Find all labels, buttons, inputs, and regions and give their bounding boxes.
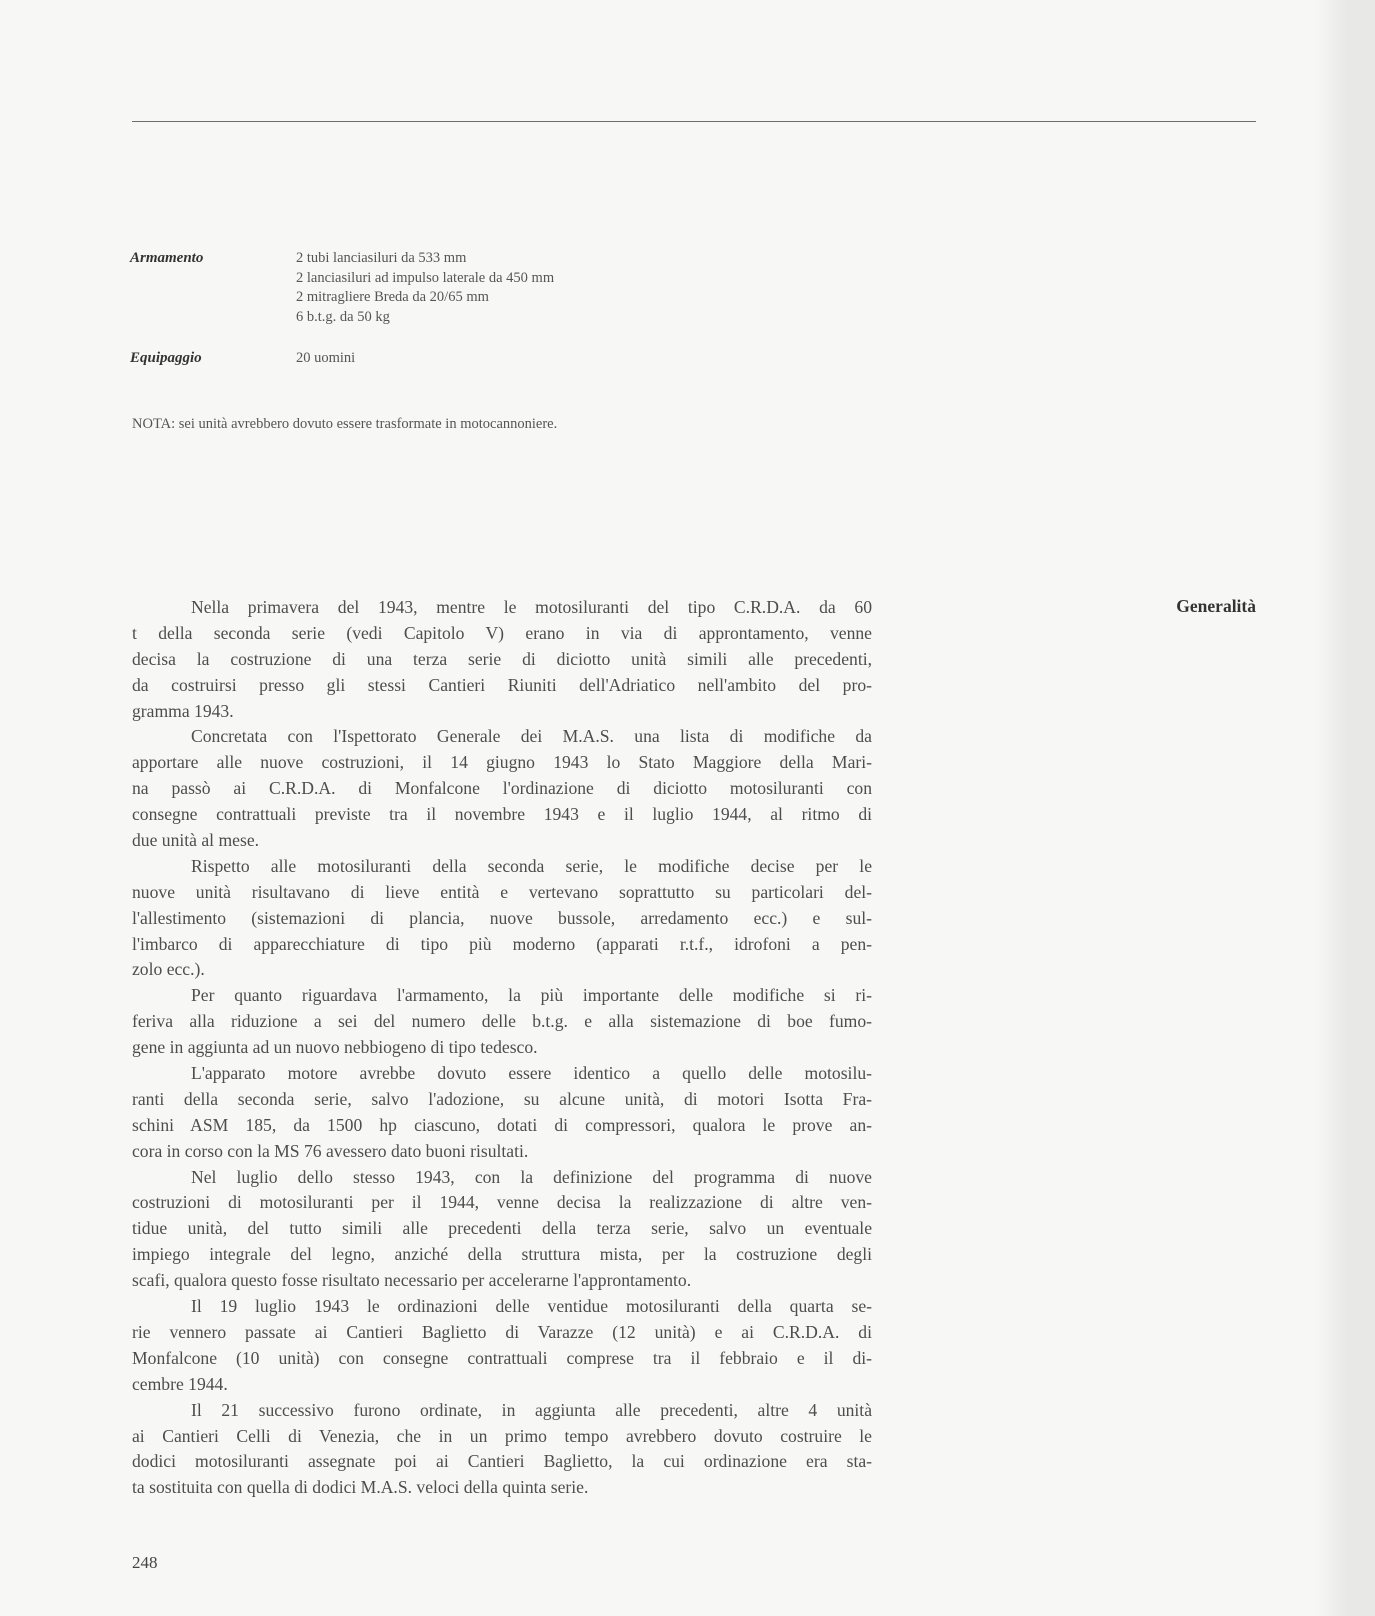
body-line: impiego integrale del legno, anziché della struttura mista, per la costruzione degli — [132, 1244, 872, 1265]
spec-line: 2 tubi lanciasiluri da 533 mm — [296, 250, 467, 266]
body-line: feriva alla riduzione a sei del numero delle b.t.g. e alla sistemazione di boe fumo- — [132, 1011, 872, 1032]
body-line: Il 21 successivo furono ordinate, in aggiunta alle precedenti, altre 4 unità — [191, 1399, 872, 1420]
body-line: consegne contrattuali previste tra il novembre 1943 e il luglio 1944, al ritmo di — [132, 804, 872, 825]
body-line: Rispetto alle motosiluranti della seconda serie, le modifiche decise per le — [191, 855, 872, 876]
body-line: l'imbarco di apparecchiature di tipo più moderno (apparati r.t.f., idrofoni a pen- — [132, 933, 872, 954]
page-number: 248 — [132, 1553, 158, 1572]
spec-line: 6 b.t.g. da 50 kg — [296, 308, 390, 325]
spec-label-armamento: Armamento — [130, 250, 204, 266]
body-line: Nella primavera del 1943, mentre le motosiluranti del tipo C.R.D.A. da 60 — [191, 597, 872, 617]
body-line: decisa la costruzione di una terza serie di diciotto unità simili alle precedenti, — [132, 648, 872, 669]
body-line: ranti della seconda serie, salvo l'adozione, su alcune unità, di motori Isotta Fra- — [132, 1088, 872, 1109]
spec-line: 2 lanciasiluri ad impulso laterale da 450 mm — [296, 269, 555, 286]
body-line: Per quanto riguardava l'armamento, la più importante delle modifiche si ri- — [191, 985, 872, 1006]
body-line: schini ASM 185, da 1500 hp ciascuno, dotati di compressori, qualora le prove an- — [132, 1114, 872, 1135]
body-line: t della seconda serie (vedi Capitolo V) erano in via di approntamento, venne — [132, 622, 872, 643]
body-line: Il 19 luglio 1943 le ordinazioni delle ventidue motosiluranti della quarta se- — [191, 1296, 872, 1317]
body-line: Monfalcone (10 unità) con consegne contrattuali comprese tra il febbraio e il di- — [132, 1347, 872, 1368]
note: NOTA: sei unità avrebbero dovuto essere trasformate in motocannoniere. — [132, 416, 558, 432]
body-line: rie vennero passate ai Cantieri Baglietto di Varazze (12 unità) e ai C.R.D.A. di — [132, 1321, 872, 1342]
body-line: da costruirsi presso gli stessi Cantieri Riuniti dell'Adriatico nell'ambito del pro- — [132, 674, 872, 695]
body-line: dodici motosiluranti assegnate poi ai Cantieri Baglietto, la cui ordinazione era sta- — [132, 1451, 872, 1472]
spec-label-equipaggio: Equipaggio — [130, 350, 202, 366]
body-line: cora in corso con la MS 76 avessero dato buoni risultati. — [132, 1140, 529, 1161]
body-line: gene in aggiunta ad un nuovo nebbiogeno di tipo tedesco. — [132, 1037, 538, 1058]
section-heading: Generalità — [1176, 596, 1256, 616]
body-line: tidue unità, del tutto simili alle precedenti della terza serie, salvo un eventuale — [132, 1218, 872, 1239]
body-line: l'allestimento (sistemazioni di plancia, nuove bussole, arredamento ecc.) e sul- — [132, 907, 872, 928]
body-line: ai Cantieri Celli di Venezia, che in un primo tempo avrebbero dovuto costruire le — [132, 1425, 872, 1446]
body-line: ta sostituita con quella di dodici M.A.S. veloci della quinta serie. — [132, 1477, 589, 1498]
body-text — [132, 595, 872, 1501]
spec-equipaggio-value — [296, 349, 355, 369]
body-line: due unità al mese. — [132, 830, 260, 851]
spec-line: 20 uomini — [296, 350, 356, 366]
body-line: nuove unità risultavano di lieve entità e vertevano soprattutto su particolari del- — [132, 881, 872, 902]
body-line: zolo ecc.). — [132, 959, 205, 980]
top-rule — [132, 121, 1256, 122]
body-line: scafi, qualora questo fosse risultato necessario per accelerarne l'approntamento. — [132, 1270, 692, 1291]
body-line: L'apparato motore avrebbe dovuto essere identico a quello delle motosilu- — [191, 1063, 872, 1084]
body-line: costruzioni di motosiluranti per il 1944, venne decisa la realizzazione di altre ven- — [132, 1192, 872, 1213]
body-line: apportare alle nuove costruzioni, il 14 giugno 1943 lo Stato Maggiore della Mari- — [132, 752, 872, 773]
body-line: Nel luglio dello stesso 1943, con la definizione del programma di nuove — [191, 1166, 872, 1187]
body-line: gramma 1943. — [132, 700, 234, 721]
body-line: Concretata con l'Ispettorato Generale dei M.A.S. una lista di modifiche da — [191, 726, 872, 747]
spec-line: 2 mitragliere Breda da 20/65 mm — [296, 289, 489, 305]
page-edge-shadow — [1315, 0, 1375, 1616]
spec-armamento-values — [296, 249, 554, 327]
body-line: na passò ai C.R.D.A. di Monfalcone l'ordinazione di diciotto motosiluranti con — [132, 778, 872, 799]
body-line: cembre 1944. — [132, 1373, 228, 1394]
